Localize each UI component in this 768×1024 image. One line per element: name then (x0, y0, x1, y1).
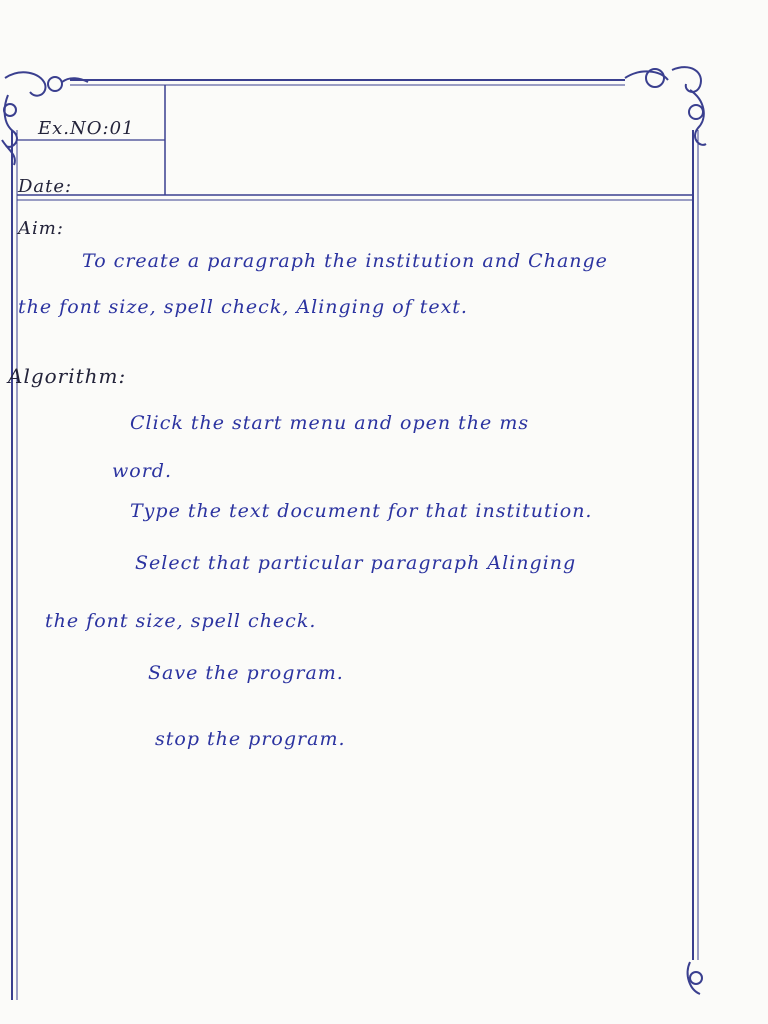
aim-line-2: the font size, spell check, Alinging of text. (18, 296, 468, 318)
aim-line-1: To create a paragraph the institution and Change (82, 250, 608, 272)
algorithm-step-line: Type the text document for that institution. (130, 500, 593, 522)
algorithm-step-line: Click the start menu and open the ms (130, 412, 530, 434)
algorithm-step-line: word. (112, 460, 172, 482)
algorithm-step-line: stop the program. (155, 728, 346, 750)
algorithm-step-line: Select that particular paragraph Alinging (135, 552, 577, 574)
algorithm-step-line: Save the program. (148, 662, 344, 684)
aim-heading: Aim: (18, 218, 64, 239)
exercise-number-label: Ex.NO:01 (38, 118, 135, 139)
corner-ornament-icon (688, 962, 702, 994)
algorithm-heading: Algorithm: (8, 364, 127, 388)
algorithm-step-line: the font size, spell check. (45, 610, 317, 632)
date-label: Date: (18, 176, 73, 197)
